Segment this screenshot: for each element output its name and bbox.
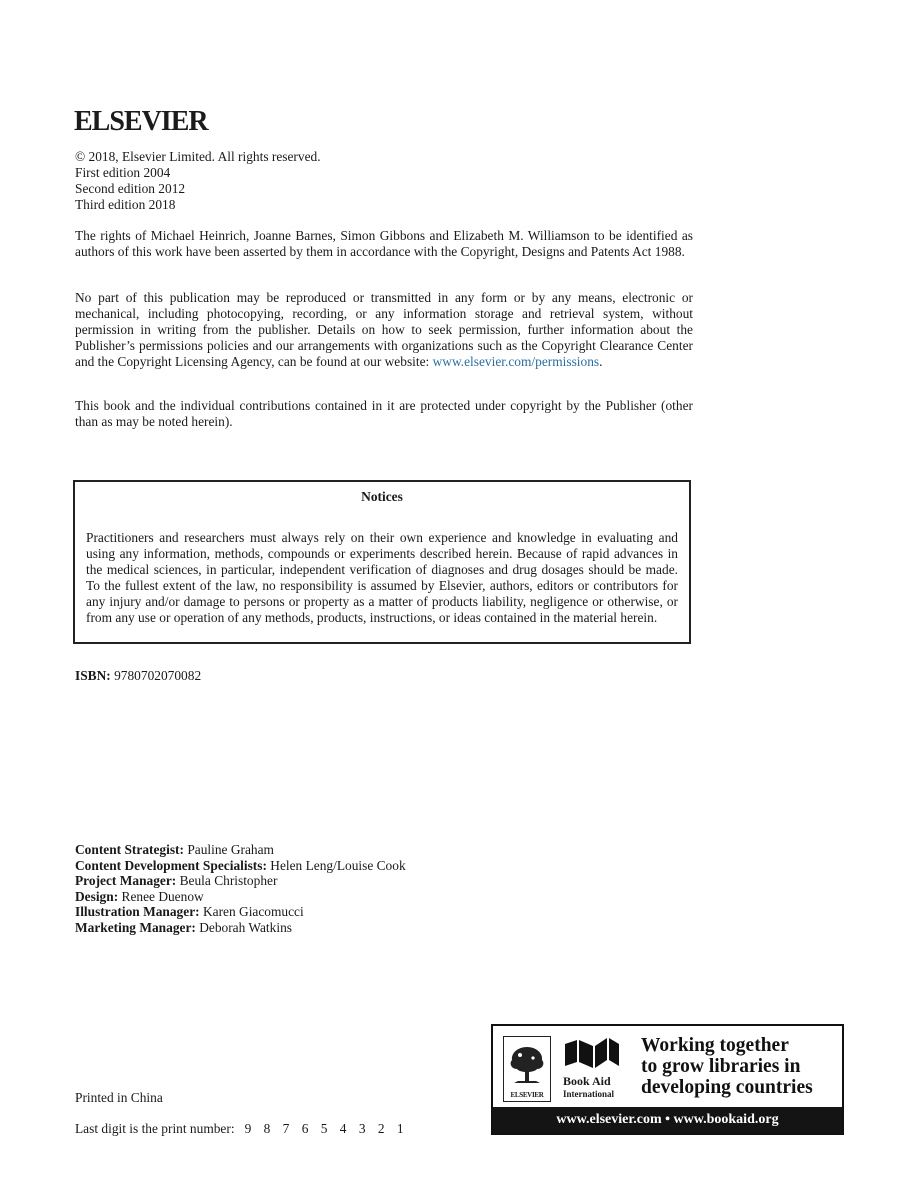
credit-row <box>75 904 406 920</box>
credit-row <box>75 889 406 905</box>
book-aid-book-icon <box>563 1036 623 1072</box>
first-edition-line: First edition 2004 <box>75 165 171 180</box>
slogan-line: developing countries <box>641 1077 813 1098</box>
isbn-label: ISBN: <box>75 668 111 683</box>
print-number-line <box>75 1121 404 1137</box>
isbn-line <box>75 668 201 684</box>
credit-row <box>75 842 406 858</box>
slogan-line: to grow libraries in <box>641 1056 801 1077</box>
permissions-end: . <box>599 354 603 369</box>
book-aid-text <box>563 1075 614 1100</box>
notices-body: Practitioners and researchers must always rely on their own experience and knowledge in evaluating and using any information, methods, compounds or experiments described herein. Because of rapid advances in the medical sciences, in particular, independent verification of diagnoses and drug dosages should be made. To the fullest extent of the law, no responsibility is assumed by Elsevier, authors, editors or contributors for any injury and/or damage to persons or property as a matter of products liability, negligence or otherwise, or from any use or operation of any methods, products, instructions, or ideas contained in the material herein. <box>86 530 678 625</box>
banner-slogan <box>641 1035 813 1098</box>
slogan-line: Working together <box>641 1035 789 1056</box>
credit-name: Deborah Watkins <box>199 919 292 935</box>
notices-title: Notices <box>361 489 403 504</box>
credit-name: Renee Duenow <box>121 888 204 904</box>
credit-row <box>75 873 406 889</box>
notices-box <box>73 480 691 644</box>
credit-role: Content Development Specialists: <box>75 857 267 873</box>
credits-list <box>75 842 406 936</box>
book-aid-banner <box>491 1024 844 1135</box>
rights-paragraph: The rights of Michael Heinrich, Joanne Barnes, Simon Gibbons and Elizabeth M. Williamson to be identified as authors of this work have been asserted by them in accordance with the Copyright, Designs and Patents Act 1988. <box>75 228 693 259</box>
credit-row <box>75 858 406 874</box>
banner-top <box>493 1026 842 1110</box>
banner-websites[interactable]: www.elsevier.com • www.bookaid.org <box>493 1107 842 1133</box>
book-aid-logo <box>563 1036 623 1104</box>
print-number-label: Last digit is the print number: <box>75 1121 235 1136</box>
isbn-value: 9780702070082 <box>114 668 202 683</box>
credit-role: Illustration Manager: <box>75 904 200 920</box>
credit-role: Content Strategist: <box>75 842 184 857</box>
elsevier-logo: ELSEVIER <box>74 106 208 137</box>
credit-name: Pauline Graham <box>187 842 274 857</box>
elsevier-mark-label: ELSEVIER <box>510 1091 544 1099</box>
credit-name: Beula Christopher <box>179 873 278 889</box>
permissions-link[interactable]: www.elsevier.com/permissions <box>432 354 600 369</box>
credit-role: Design: <box>75 888 119 904</box>
copyright-line: © 2018, Elsevier Limited. All rights reserved. <box>75 149 321 164</box>
print-number-digits: 9 8 7 6 5 4 3 2 1 <box>244 1121 404 1136</box>
elsevier-tree-icon <box>503 1036 551 1102</box>
book-aid-name: Book Aid <box>563 1074 611 1088</box>
credit-role: Marketing Manager: <box>75 919 196 935</box>
protection-paragraph: This book and the individual contributions contained in it are protected under copyright by the Publisher (other than as may be noted herein). <box>75 398 693 429</box>
third-edition-line: Third edition 2018 <box>75 197 176 212</box>
permissions-text: No part of this publication may be reproduced or transmitted in any form or by any means, electronic or mechanical, including photocopying, recording, or any information storage and retrieval system, without permission in writing from the publisher. Details on how to seek permission, further information about the Publisher’s permissions policies and our arrangements with organizations such as the Copyright Clearance Center and the Copyright Licensing Agency, can be found at our website: <box>75 290 693 369</box>
printed-in: Printed in China <box>75 1090 163 1105</box>
credit-name: Helen Leng/Louise Cook <box>270 857 406 873</box>
second-edition-line: Second edition 2012 <box>75 181 186 196</box>
credit-role: Project Manager: <box>75 873 177 889</box>
credit-row <box>75 920 406 936</box>
edition-info <box>75 149 321 213</box>
book-aid-international: International <box>563 1089 615 1099</box>
permissions-paragraph <box>75 290 693 370</box>
credit-name: Karen Giacomucci <box>202 904 304 920</box>
